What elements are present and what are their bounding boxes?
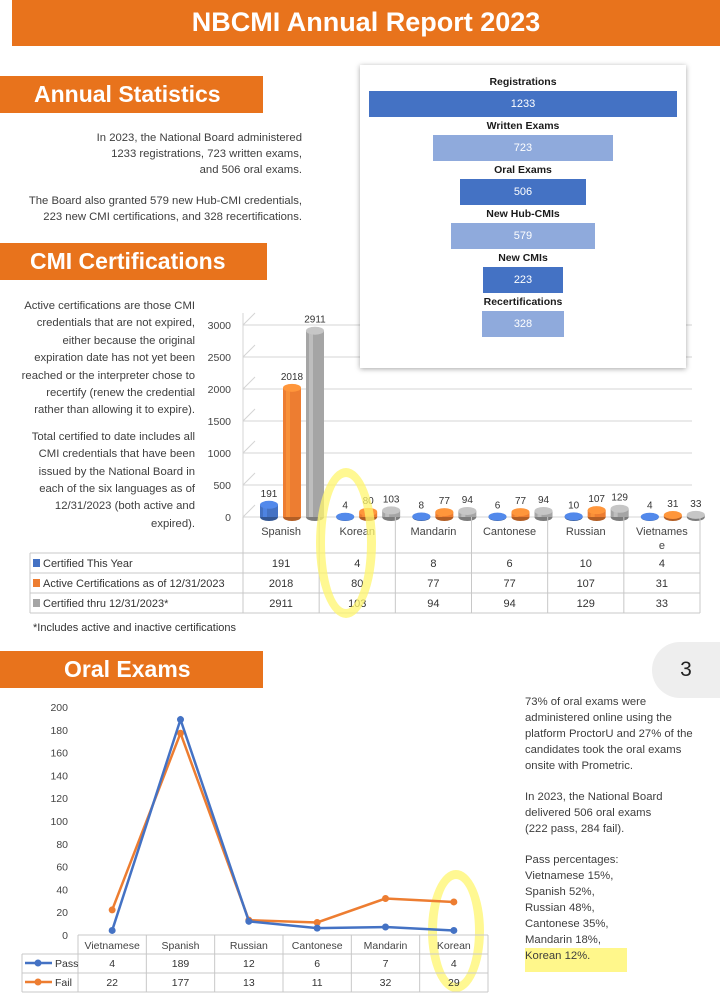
data-point-fail <box>109 906 116 913</box>
bar-spanish-2 <box>306 327 324 521</box>
oral-exams-heading: Oral Exams <box>0 651 263 688</box>
bar-mandarin-1 <box>435 508 453 521</box>
y-tick-label: 1500 <box>207 416 231 428</box>
y-tick-label: 500 <box>213 480 231 492</box>
x-category-label: Cantonese <box>482 526 537 538</box>
table-cell: 4 <box>354 558 361 570</box>
annual-p2-line: The Board also granted 579 new Hub-CMI credentials, <box>28 195 302 207</box>
y-tick-label: 60 <box>56 861 68 874</box>
cmi-p2-line: each of the six languages as of <box>39 483 195 496</box>
funnel-stage-label: New Hub-CMIs <box>486 208 560 220</box>
bar-vietnamese-0 <box>641 513 659 521</box>
cmi-p2-line: expired). <box>151 517 195 530</box>
certification-footnote: *Includes active and inactive certifications <box>33 622 236 634</box>
bar-data-label: 107 <box>588 494 606 506</box>
cmi-p2-line: issued by the National Board in <box>38 465 195 478</box>
x-category-label: Russian <box>565 526 606 538</box>
report-title: NBCMI Annual Report 2023 <box>12 0 720 46</box>
table-cell: 33 <box>655 598 669 610</box>
annual-paragraph-1 <box>2 130 302 178</box>
table-cell: 103 <box>348 598 367 610</box>
table-cell: 94 <box>427 598 440 610</box>
bar-spanish-1 <box>283 384 301 521</box>
oral-p3-line: Russian 48%, <box>525 902 595 914</box>
y-tick-label: 2000 <box>207 384 231 396</box>
table-cell: 77 <box>503 578 516 590</box>
funnel-stage-bar: 223 <box>483 267 563 293</box>
funnel-stage-bar: 506 <box>460 179 586 205</box>
legend-key <box>33 579 40 587</box>
y-tick-label: 3000 <box>207 320 231 332</box>
series-line-fail <box>112 733 454 922</box>
y-tick-label: 180 <box>50 724 68 737</box>
cmi-p1-line: rather than allowing it to expire). <box>34 404 195 417</box>
annual-statistics-heading: Annual Statistics <box>0 76 263 113</box>
table-cell: 177 <box>171 977 190 989</box>
cmi-p1-line: credentials that are not expired, <box>36 317 195 330</box>
annual-statistics-text <box>2 130 302 240</box>
legend-key-marker <box>35 979 42 986</box>
table-cell: 12 <box>242 958 255 970</box>
bar-vietnamese-1 <box>664 511 682 521</box>
bar-spanish-0 <box>260 501 278 521</box>
table-cell: 32 <box>379 977 392 989</box>
oral-exams-text <box>525 694 705 979</box>
x-category-label: Vietnamese <box>84 940 140 952</box>
funnel-stage-label: New CMIs <box>498 252 548 264</box>
annual-paragraph-2 <box>2 193 302 225</box>
oral-p3-line: Pass percentages: <box>525 854 619 866</box>
funnel-stage-bar: 579 <box>451 223 596 249</box>
cmi-p1-line: either because the original <box>62 334 195 347</box>
gridline-depth <box>243 377 255 389</box>
bar-data-label: 103 <box>382 494 400 506</box>
y-tick-label: 120 <box>50 793 68 806</box>
oral-p2-line: In 2023, the National Board <box>525 791 663 803</box>
bar-data-label: 6 <box>494 500 501 512</box>
annual-p1-line: 1233 registrations, 723 written exams, <box>111 148 302 160</box>
legend-series-label: Active Certifications as of 12/31/2023 <box>43 578 225 590</box>
bar-data-label: 10 <box>568 500 580 512</box>
legend-series-label: Certified This Year <box>43 558 133 570</box>
y-tick-label: 1000 <box>207 448 231 460</box>
y-tick-label: 0 <box>62 930 68 942</box>
bar-data-label: 2911 <box>304 314 326 326</box>
oral-p3-line: Cantonese 35%, <box>525 918 609 930</box>
x-category-label: Spanish <box>261 526 301 538</box>
bar-data-label: 94 <box>537 494 550 506</box>
bar-russian-2 <box>611 505 629 521</box>
korean-highlight-mark <box>316 468 376 618</box>
annual-p2-line: 223 new CMI certifications, and 328 recertifications. <box>43 211 302 223</box>
legend-series-label: Pass <box>55 958 79 970</box>
oral-p2-line: (222 pass, 284 fail). <box>525 823 625 835</box>
bar-mandarin-2 <box>458 507 476 521</box>
bar-data-label: 80 <box>362 495 374 507</box>
table-cell: 10 <box>579 558 592 570</box>
table-cell: 80 <box>351 578 364 590</box>
table-cell: 107 <box>576 578 595 590</box>
x-category-label: Mandarin <box>410 526 457 538</box>
data-point-pass <box>245 918 252 925</box>
annual-funnel-chart <box>360 65 686 368</box>
funnel-stage-bar: 1233 <box>369 91 677 117</box>
oral-exams-chart <box>0 696 520 996</box>
table-cell: 4 <box>450 958 457 970</box>
cmi-p2-line: 12/31/2023 (both active and <box>54 500 195 513</box>
oral-p3-line: Vietnamese 15%, <box>525 870 614 882</box>
table-cell: 4 <box>658 558 665 570</box>
bar-russian-1 <box>588 506 606 521</box>
data-point-pass <box>109 927 116 934</box>
oral-p1-line: 73% of oral exams were <box>525 696 647 708</box>
bar-data-label: 94 <box>461 494 473 506</box>
funnel-stage-label: Registrations <box>489 76 557 88</box>
oral-paragraph-3 <box>525 852 705 964</box>
bar-cantonese-1 <box>512 508 530 521</box>
legend-key-marker <box>35 960 42 967</box>
gridline-depth <box>243 473 255 485</box>
table-cell: 22 <box>106 977 119 989</box>
x-category-label: Korean <box>339 526 375 538</box>
table-cell: 29 <box>447 977 460 989</box>
table-cell: 129 <box>576 598 595 610</box>
data-point-fail <box>450 898 457 905</box>
bar-data-label: 4 <box>342 500 348 512</box>
oral-p1-line: platform ProctorU and 27% of the <box>525 728 693 740</box>
data-point-fail <box>382 895 389 902</box>
bar-korean-2 <box>382 506 400 521</box>
bar-data-label: 191 <box>260 488 278 500</box>
table-cell: 77 <box>427 578 440 590</box>
table-cell: 2018 <box>268 578 294 590</box>
table-cell: 11 <box>311 977 323 989</box>
cmi-p1-line: reached or the interpreter chose to <box>21 369 195 382</box>
y-tick-label: 200 <box>50 702 68 714</box>
data-point-pass <box>314 925 321 932</box>
x-category-label: Russian <box>229 940 268 952</box>
gridline-depth <box>243 441 255 453</box>
gridline-depth <box>243 313 255 325</box>
page-number: 3 <box>652 642 720 698</box>
bar-data-label: 77 <box>438 496 450 508</box>
y-tick-label: 160 <box>50 747 68 760</box>
table-cell: 6 <box>314 958 321 970</box>
bar-data-label: 31 <box>667 499 679 511</box>
legend-key <box>33 559 40 567</box>
table-cell: 7 <box>382 958 389 970</box>
x-category-label: Cantonese <box>291 940 343 952</box>
cmi-p1-line: expiration date has not yet been <box>34 352 195 365</box>
gridline-depth <box>243 505 255 517</box>
oral-p3-line: Mandarin 18%, <box>525 934 601 946</box>
cmi-p1-line: Active certifications are those CMI <box>24 300 195 312</box>
bar-data-label: 129 <box>611 492 629 504</box>
funnel-stage-bar: 328 <box>482 311 564 337</box>
x-category-label: e <box>658 540 665 552</box>
table-cell: 2911 <box>269 598 293 610</box>
bar-data-label: 4 <box>647 500 653 512</box>
y-tick-label: 140 <box>50 770 68 783</box>
oral-p2-line: delivered 506 oral exams <box>525 807 652 819</box>
bar-cantonese-0 <box>489 513 507 521</box>
table-cell: 4 <box>109 958 116 970</box>
y-tick-label: 40 <box>56 884 68 897</box>
bar-data-label: 77 <box>514 496 527 508</box>
table-cell: 94 <box>503 598 516 610</box>
bar-data-label: 2018 <box>280 371 304 383</box>
oral-p1-line: onsite with Prometric. <box>525 760 633 772</box>
x-category-label: Korean <box>436 940 471 952</box>
data-point-pass <box>177 716 184 723</box>
y-tick-label: 0 <box>225 512 231 524</box>
table-cell: 8 <box>430 558 437 570</box>
x-category-label: Mandarin <box>363 940 408 952</box>
oral-paragraph-2 <box>525 789 705 837</box>
annual-p1-line: and 506 oral exams. <box>199 164 302 176</box>
bar-vietnamese-2 <box>687 511 705 521</box>
legend-series-label: Certified thru 12/31/2023* <box>43 598 169 610</box>
data-point-pass <box>450 927 457 934</box>
gridline-depth <box>243 345 255 357</box>
cmi-certifications-heading: CMI Certifications <box>0 243 267 280</box>
oral-p3-line: Korean 12%. <box>525 950 591 962</box>
bar-mandarin-0 <box>412 512 430 521</box>
table-cell: 13 <box>242 977 255 989</box>
data-point-pass <box>382 924 389 931</box>
table-cell: 6 <box>506 558 513 570</box>
legend-key <box>33 599 40 607</box>
cmi-p2-line: Total certified to date includes all <box>31 430 195 443</box>
bar-data-label: 33 <box>690 498 702 510</box>
y-tick-label: 20 <box>56 907 68 920</box>
x-category-label: Spanish <box>161 940 200 952</box>
oral-p1-line: candidates took the oral exams <box>525 744 682 756</box>
oral-p3-line: Spanish 52%, <box>525 886 595 898</box>
funnel-stage-label: Recertifications <box>483 296 563 308</box>
legend-series-label: Fail <box>55 977 72 989</box>
bar-russian-0 <box>565 512 583 521</box>
x-category-label: Vietnames <box>636 526 688 538</box>
table-cell: 31 <box>655 578 669 590</box>
cmi-p1-line: recertify (renew the credential <box>46 387 195 400</box>
funnel-stage-label: Oral Exams <box>494 164 552 176</box>
table-cell: 189 <box>171 958 190 970</box>
y-tick-label: 80 <box>56 838 68 851</box>
funnel-stage-label: Written Exams <box>486 120 560 132</box>
annual-p1-line: In 2023, the National Board administered <box>96 132 302 144</box>
y-tick-label: 2500 <box>207 352 231 364</box>
table-cell: 191 <box>271 558 291 570</box>
funnel-stage-bar: 723 <box>433 135 614 161</box>
bar-data-label: 8 <box>418 500 425 512</box>
y-tick-label: 100 <box>50 816 68 828</box>
cmi-p2-line: CMI credentials that have been <box>38 448 195 461</box>
oral-p1-line: administered online using the <box>525 712 672 724</box>
bar-cantonese-2 <box>535 507 553 521</box>
oral-paragraph-1 <box>525 694 705 774</box>
gridline-depth <box>243 409 255 421</box>
